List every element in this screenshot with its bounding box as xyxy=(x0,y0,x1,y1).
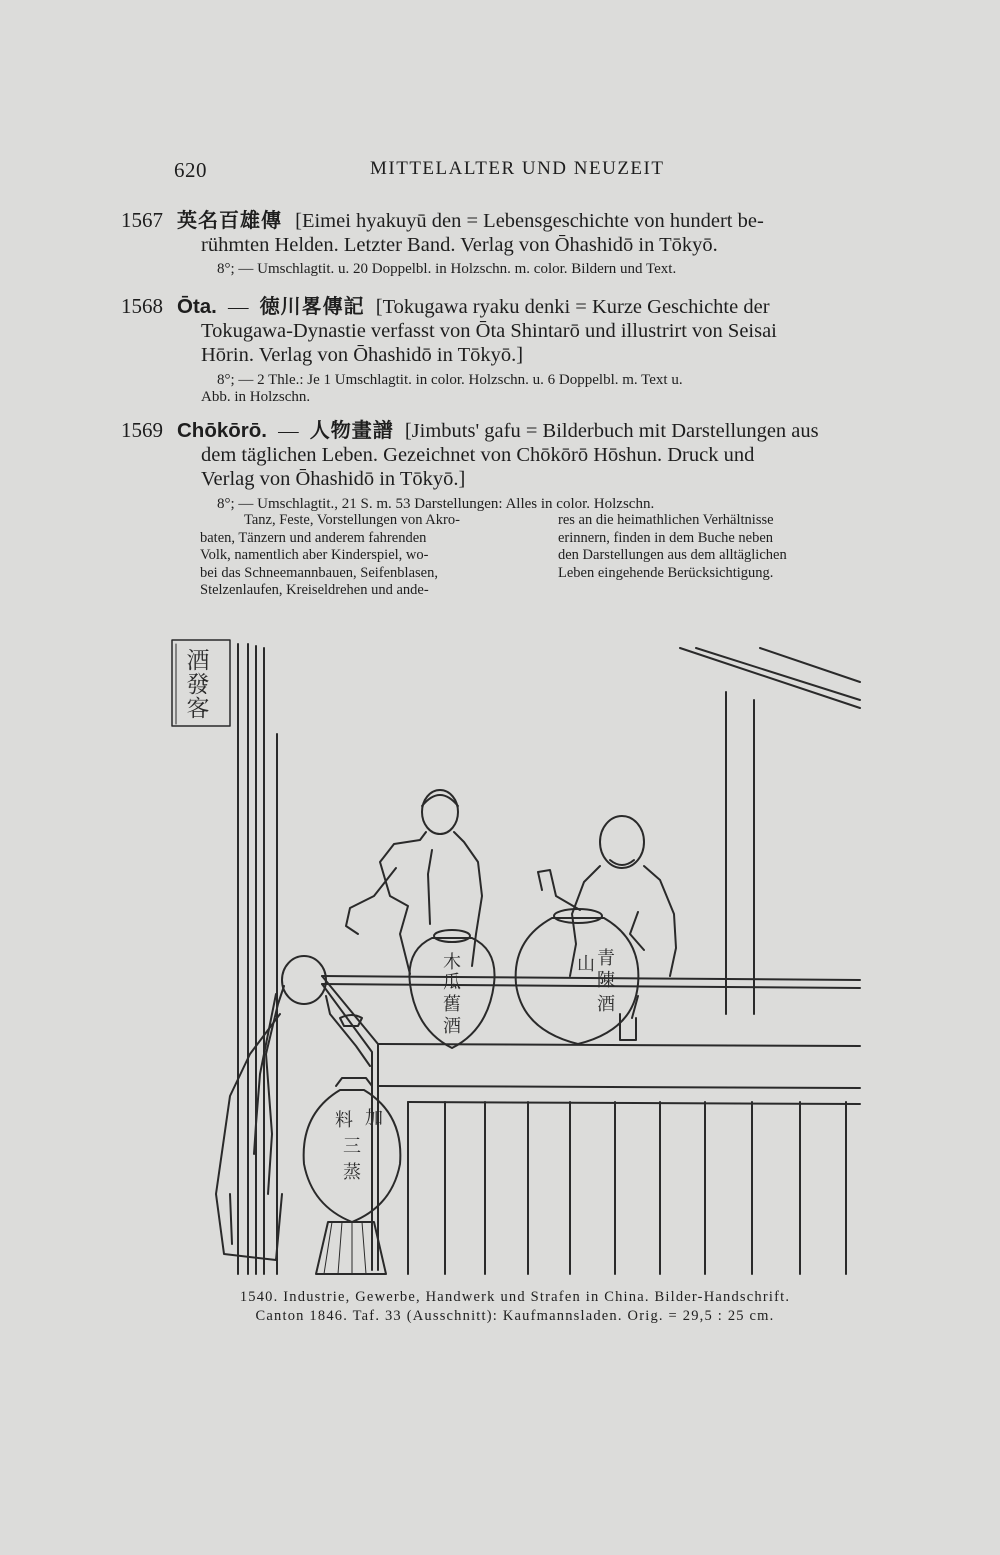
jar-label-char: 山 xyxy=(577,954,595,975)
jar-label-char: 木 xyxy=(443,952,461,973)
entry-text-line: [Jimbuts' gafu = Bilderbuch mit Darstellungen aus xyxy=(404,420,819,442)
cjk-title: 人物畫譜 xyxy=(309,418,394,442)
description-line: Leben eingehende Berücksichtigung. xyxy=(558,564,774,581)
entry-number: 1569 xyxy=(121,418,163,442)
entry-text-line: rühmten Helden. Letzter Band. Verlag von Ōhashidō in Tōkyō. xyxy=(201,234,718,256)
description-line: Stelzenlaufen, Kreiseldrehen und ande- xyxy=(200,582,429,598)
entry-details: Abb. in Holzschn. xyxy=(201,389,311,405)
jar-label-char: 酒 xyxy=(443,1016,461,1037)
jar-label-char: 舊 xyxy=(443,994,461,1015)
caption-line: Canton 1846. Taf. 33 (Ausschnitt): Kaufmannsladen. Orig. = 29,5 : 25 cm. xyxy=(255,1308,775,1324)
entry-author: Chōkōrō. xyxy=(177,419,267,442)
description-column-right xyxy=(558,512,878,582)
sign-char-3: 客 xyxy=(186,696,210,722)
entry-text-line: Verlag von Ōhashidō in Tōkyō.] xyxy=(201,468,466,490)
entry-dash: — xyxy=(278,420,299,442)
entry-text-line: dem täglichen Leben. Gezeichnet von Chōkōrō Hōshun. Druck und xyxy=(201,444,755,466)
description-line: bei das Schneemannbauen, Seifenblasen, xyxy=(200,564,438,581)
jar-label-char: 三 xyxy=(343,1136,361,1157)
entry-details: 8°; — Umschlagtit., 21 S. m. 53 Darstellungen: Alles in color. Holzschn. xyxy=(217,496,655,512)
entry-text-line: [Eimei hyakuyū den = Lebensgeschichte von hundert be- xyxy=(295,210,764,232)
jar-label-char: 加 xyxy=(365,1108,383,1129)
sign-char-1: 酒 xyxy=(186,648,210,674)
jar-label-char: 蒸 xyxy=(343,1162,361,1183)
entry-number: 1567 xyxy=(121,208,163,232)
wall-posts xyxy=(238,644,277,1274)
page-header xyxy=(174,158,864,188)
jar-label-char: 酒 xyxy=(597,994,615,1015)
entry-text-line: Hōrin. Verlag von Ōhashidō in Tōkyō.] xyxy=(201,344,524,366)
entry-details: 8°; — 2 Thle.: Je 1 Umschlagtit. in color. Holzschn. u. 6 Doppelbl. m. Text u. xyxy=(217,372,683,388)
description-line: erinnern, finden in dem Buche neben xyxy=(558,529,774,546)
ladle xyxy=(620,996,638,1040)
running-head: MITTELALTER UND NEUZEIT xyxy=(370,158,665,179)
entry-dash: — xyxy=(228,296,249,318)
jar-left xyxy=(409,930,494,1048)
description-line: Volk, namentlich aber Kinderspiel, wo- xyxy=(200,547,429,563)
description-line: Tanz, Feste, Vorstellungen von Akro- xyxy=(244,512,460,528)
entry-text-line: Tokugawa-Dynastie verfasst von Ōta Shintarō und illustrirt von Seisai xyxy=(201,320,777,342)
entry-author: Ōta. xyxy=(177,295,217,318)
entry-text-line: [Tokugawa ryaku denki = Kurze Geschichte der xyxy=(375,296,770,318)
standing-boy-figure xyxy=(346,790,482,974)
hanging-sign xyxy=(172,640,230,726)
cjk-title: 英名百雄傳 xyxy=(177,208,282,232)
bending-man-figure xyxy=(216,956,370,1260)
jar-label-char: 瓜 xyxy=(443,972,461,993)
jar-label-char: 陳 xyxy=(597,970,615,991)
roof-beams xyxy=(680,648,860,1014)
caption-line: 1540. Industrie, Gewerbe, Handwerk und Strafen in China. Bilder-Handschrift. xyxy=(239,1289,791,1305)
jar-front xyxy=(304,1078,401,1274)
entry-details: 8°; — Umschlagtit. u. 20 Doppelbl. in Holzschn. m. color. Bildern und Text. xyxy=(217,261,677,277)
page-number: 620 xyxy=(174,158,207,182)
jar-label-char: 料 xyxy=(335,1110,353,1131)
shop-counter xyxy=(322,976,860,1274)
description-line: den Darstellungen aus dem alltäglichen xyxy=(558,547,787,563)
jar-label-char: 青 xyxy=(597,948,615,969)
description-line: baten, Tänzern und anderem fahrenden xyxy=(200,529,427,546)
entry-number: 1568 xyxy=(121,294,163,318)
description-column-left xyxy=(200,512,520,600)
sign-char-2: 發 xyxy=(186,672,210,698)
figure-caption xyxy=(170,1288,860,1326)
shop-illustration xyxy=(160,634,870,1284)
description-line: res an die heimathlichen Verhältnisse xyxy=(558,512,774,528)
cjk-title: 徳川畧傳記 xyxy=(259,294,365,318)
